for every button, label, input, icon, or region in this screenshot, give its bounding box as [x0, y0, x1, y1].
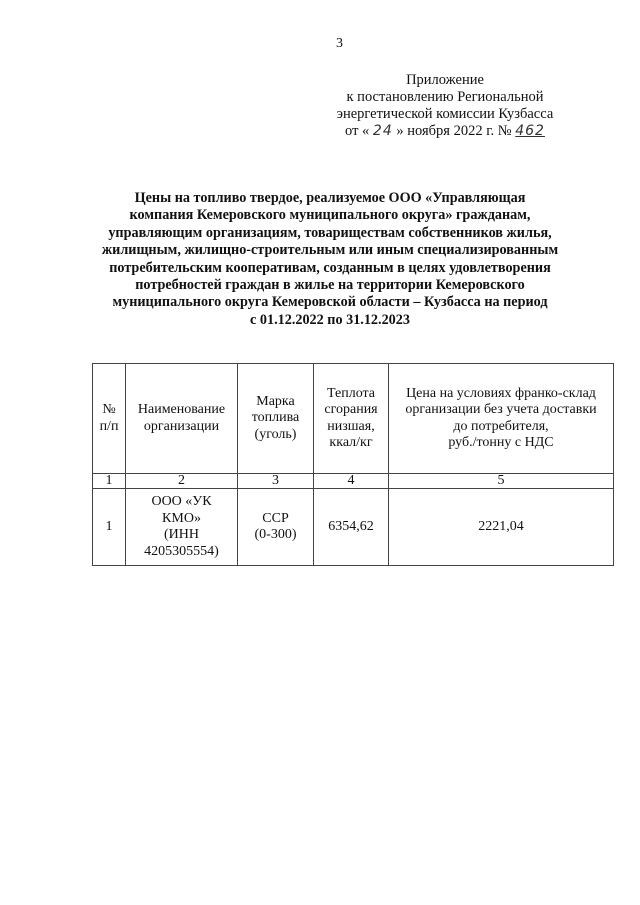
title-line: с 01.12.2022 по 31.12.2023: [250, 311, 410, 328]
table-header-row: [93, 364, 614, 474]
column-number: 1: [93, 474, 126, 489]
row-number: 1: [93, 489, 126, 566]
header-calorific-value: Теплота сгорания низшая, ккал/кг: [314, 364, 389, 474]
prices-table: [92, 363, 614, 566]
title-line: управляющим организациям, товариществам собственников жилья,: [108, 224, 552, 241]
title-line: жилищным, жилищно-строительным или иным специализированным: [101, 242, 559, 259]
header-fuel-grade: Марка топлива (уголь): [238, 364, 314, 474]
appendix-date-line: [320, 123, 570, 140]
title-line: Цены на топливо твердое, реализуемое ООО «Управляющая: [134, 190, 526, 206]
title-line: потребностей граждан в жилье на территории Кемеровского: [135, 277, 525, 294]
header-price: Цена на условиях франко-склад организации без учета доставки до потребителя, руб./тонну с НДС: [389, 364, 614, 474]
header-number: № п/п: [93, 364, 126, 474]
column-number: 5: [389, 474, 614, 489]
table-row: [93, 489, 614, 566]
column-number: 3: [238, 474, 314, 489]
date-middle: » ноября 2022 г. №: [396, 123, 512, 139]
appendix-commission: энергетической комиссии Кузбасса: [336, 106, 554, 122]
column-number: 2: [126, 474, 238, 489]
calorific-value: 6354,62: [314, 489, 389, 566]
column-numbers-row: [93, 474, 614, 489]
appendix-header: [320, 72, 570, 140]
appendix-resolution: к постановлению Региональной: [346, 89, 544, 105]
date-prefix: от «: [345, 123, 370, 139]
fuel-grade: ССР (0-300): [238, 489, 314, 566]
column-number: 4: [314, 474, 389, 489]
appendix-label: Приложение: [406, 72, 484, 88]
organization-name: ООО «УК КМО» (ИНН 4205305554): [126, 489, 238, 566]
document-title: [100, 190, 560, 329]
price-value: 2221,04: [389, 489, 614, 566]
page-number: 3: [336, 36, 343, 51]
title-line: муниципального округа Кемеровской области – Кузбасса на период: [112, 294, 548, 311]
header-organization: Наименование организации: [126, 364, 238, 474]
handwritten-day: 24: [372, 123, 393, 139]
title-line: компания Кемеровского муниципального округа» гражданам,: [129, 207, 531, 224]
title-line: потребительским кооперативам, созданным в целях удовлетворения: [109, 259, 551, 276]
handwritten-number: 462: [515, 123, 545, 139]
